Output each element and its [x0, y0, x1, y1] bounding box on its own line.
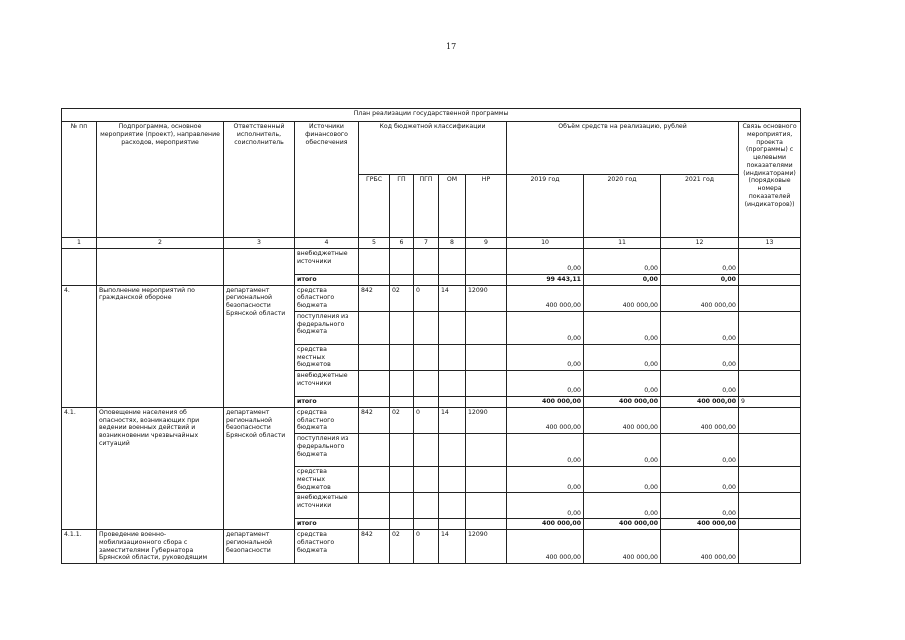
nr-cell [466, 519, 507, 530]
value-2021: 400 000,00 [661, 530, 739, 564]
value-2021: 0,00 [661, 467, 739, 493]
value-2020: 400 000,00 [584, 285, 661, 311]
value-2021: 0,00 [661, 371, 739, 397]
value-2020: 400 000,00 [584, 519, 661, 530]
value-2020: 0,00 [584, 248, 661, 274]
item-executor: департамент региональной безопасности [224, 530, 295, 564]
om-cell [439, 467, 466, 493]
source-cell: средства областного бюджета [295, 407, 359, 433]
gp-cell [390, 248, 414, 274]
value-2019: 400 000,00 [507, 530, 584, 564]
link-cell [739, 434, 801, 467]
item-number: 4.1.1. [62, 530, 97, 564]
grbs-cell [359, 434, 390, 467]
value-2021: 400 000,00 [661, 407, 739, 433]
nr-cell: 12090 [466, 407, 507, 433]
column-number: 1 [62, 238, 97, 249]
link-cell [739, 530, 801, 564]
nr-cell [466, 274, 507, 285]
om-cell [439, 248, 466, 274]
link-cell [739, 248, 801, 274]
pgp-cell: 0 [414, 407, 439, 433]
source-cell: средства местных бюджетов [295, 467, 359, 493]
link-cell [739, 344, 801, 370]
value-2021: 400 000,00 [661, 285, 739, 311]
column-number: 5 [359, 238, 390, 249]
link-cell [739, 407, 801, 433]
nr-cell: 12090 [466, 285, 507, 311]
pgp-cell [414, 434, 439, 467]
value-2019: 0,00 [507, 467, 584, 493]
column-number-row [62, 238, 801, 249]
header-grbs: ГРБС [359, 175, 390, 238]
value-2020: 0,00 [584, 371, 661, 397]
source-cell: поступления из федерального бюджета [295, 311, 359, 344]
value-2021: 0,00 [661, 344, 739, 370]
om-cell [439, 274, 466, 285]
grbs-cell [359, 397, 390, 408]
nr-cell [466, 493, 507, 519]
gp-cell [390, 467, 414, 493]
item-executor: департамент региональной безопасности Брянской области [224, 407, 295, 529]
om-cell: 14 [439, 407, 466, 433]
header-2020: 2020 год [584, 175, 661, 238]
gp-cell [390, 493, 414, 519]
source-cell: средства местных бюджетов [295, 344, 359, 370]
header-2019: 2019 год [507, 175, 584, 238]
item-name: Проведение военно-мобилизационного сбора с заместителями Губернатора Брянской области, руководящим [97, 530, 224, 564]
link-cell [739, 493, 801, 519]
gp-cell [390, 397, 414, 408]
om-cell [439, 493, 466, 519]
gp-cell [390, 371, 414, 397]
table-row [62, 248, 801, 274]
pgp-cell [414, 493, 439, 519]
om-cell [439, 519, 466, 530]
source-cell: итого [295, 397, 359, 408]
grbs-cell [359, 311, 390, 344]
item-name: Оповещение населения об опасностях, возникающих при ведении военных действий и возникновении чрезвычайных ситуаций [97, 407, 224, 529]
value-2019: 400 000,00 [507, 407, 584, 433]
pgp-cell [414, 519, 439, 530]
table-row [62, 285, 801, 311]
table-caption: План реализации государственной программы [62, 109, 801, 122]
pgp-cell [414, 248, 439, 274]
grbs-cell [359, 519, 390, 530]
source-cell: средства областного бюджета [295, 530, 359, 564]
value-2020: 0,00 [584, 311, 661, 344]
om-cell: 14 [439, 530, 466, 564]
source-cell: внебюджетные источники [295, 371, 359, 397]
program-plan-table [61, 108, 801, 564]
value-2021: 0,00 [661, 248, 739, 274]
column-number: 7 [414, 238, 439, 249]
value-2019: 0,00 [507, 493, 584, 519]
header-gp: ГП [390, 175, 414, 238]
grbs-cell: 842 [359, 285, 390, 311]
value-2021: 0,00 [661, 311, 739, 344]
om-cell [439, 311, 466, 344]
value-2020: 400 000,00 [584, 397, 661, 408]
nr-cell [466, 397, 507, 408]
table-row [62, 407, 801, 433]
header-nr: НР [466, 175, 507, 238]
value-2021: 0,00 [661, 434, 739, 467]
pgp-cell: 0 [414, 530, 439, 564]
value-2020: 0,00 [584, 467, 661, 493]
value-2020: 0,00 [584, 344, 661, 370]
gp-cell [390, 311, 414, 344]
column-number: 11 [584, 238, 661, 249]
link-cell [739, 371, 801, 397]
header-2021: 2021 год [661, 175, 739, 238]
pgp-cell [414, 311, 439, 344]
value-2019: 400 000,00 [507, 397, 584, 408]
gp-cell: 02 [390, 285, 414, 311]
header-om: ОМ [439, 175, 466, 238]
value-2019: 400 000,00 [507, 519, 584, 530]
value-2021: 0,00 [661, 274, 739, 285]
value-2020: 0,00 [584, 274, 661, 285]
gp-cell [390, 519, 414, 530]
grbs-cell [359, 371, 390, 397]
value-2019: 0,00 [507, 248, 584, 274]
nr-cell [466, 371, 507, 397]
header-name: Подпрограмма, основное мероприятие (проект), направление расходов, мероприятие [97, 122, 224, 238]
gp-cell [390, 344, 414, 370]
nr-cell [466, 434, 507, 467]
value-2021: 400 000,00 [661, 519, 739, 530]
column-number: 6 [390, 238, 414, 249]
nr-cell [466, 248, 507, 274]
nr-cell [466, 311, 507, 344]
header-pgp: ПГП [414, 175, 439, 238]
value-2019: 0,00 [507, 344, 584, 370]
gp-cell [390, 274, 414, 285]
name-cell [97, 248, 224, 285]
link-cell [739, 274, 801, 285]
om-cell: 14 [439, 285, 466, 311]
grbs-cell [359, 344, 390, 370]
grbs-cell [359, 493, 390, 519]
value-2020: 0,00 [584, 493, 661, 519]
column-number: 9 [466, 238, 507, 249]
source-cell: поступления из федерального бюджета [295, 434, 359, 467]
pgp-cell [414, 397, 439, 408]
column-number: 10 [507, 238, 584, 249]
om-cell [439, 434, 466, 467]
grbs-cell [359, 467, 390, 493]
pgp-cell: 0 [414, 285, 439, 311]
value-2019: 99 443,11 [507, 274, 584, 285]
om-cell [439, 371, 466, 397]
link-cell [739, 467, 801, 493]
header-source: Источники финансового обеспечения [295, 122, 359, 238]
source-cell: внебюджетные источники [295, 493, 359, 519]
pgp-cell [414, 371, 439, 397]
executor-cell [224, 248, 295, 285]
gp-cell: 02 [390, 530, 414, 564]
column-number: 8 [439, 238, 466, 249]
item-number: 4.1. [62, 407, 97, 529]
link-cell: 9 [739, 397, 801, 408]
item-executor: департамент региональной безопасности Брянской области [224, 285, 295, 407]
link-cell [739, 519, 801, 530]
om-cell [439, 344, 466, 370]
page-number: 17 [446, 42, 457, 51]
column-number: 2 [97, 238, 224, 249]
value-2020: 400 000,00 [584, 407, 661, 433]
source-cell: средства областного бюджета [295, 285, 359, 311]
grbs-cell [359, 248, 390, 274]
column-number: 12 [661, 238, 739, 249]
link-cell [739, 311, 801, 344]
source-cell: внебюджетные источники [295, 248, 359, 274]
nr-cell [466, 344, 507, 370]
value-2019: 0,00 [507, 311, 584, 344]
nr-cell: 12090 [466, 530, 507, 564]
header-volume: Объём средств на реализацию, рублей [507, 122, 739, 175]
om-cell [439, 397, 466, 408]
value-2021: 0,00 [661, 493, 739, 519]
column-number: 4 [295, 238, 359, 249]
source-cell: итого [295, 274, 359, 285]
value-2019: 400 000,00 [507, 285, 584, 311]
grbs-cell [359, 274, 390, 285]
item-name: Выполнение мероприятий по гражданской обороне [97, 285, 224, 407]
value-2021: 400 000,00 [661, 397, 739, 408]
pgp-cell [414, 344, 439, 370]
value-2019: 0,00 [507, 371, 584, 397]
source-cell: итого [295, 519, 359, 530]
header-budget-code: Код бюджетной классификации [359, 122, 507, 175]
header-executor: Ответственный исполнитель, соисполнитель [224, 122, 295, 238]
num-cell [62, 248, 97, 285]
table-row [62, 530, 801, 564]
column-number: 13 [739, 238, 801, 249]
gp-cell [390, 434, 414, 467]
header-num: № пп [62, 122, 97, 238]
column-number: 3 [224, 238, 295, 249]
value-2020: 0,00 [584, 434, 661, 467]
item-number: 4. [62, 285, 97, 407]
value-2019: 0,00 [507, 434, 584, 467]
gp-cell: 02 [390, 407, 414, 433]
grbs-cell: 842 [359, 530, 390, 564]
link-cell [739, 285, 801, 311]
grbs-cell: 842 [359, 407, 390, 433]
pgp-cell [414, 274, 439, 285]
pgp-cell [414, 467, 439, 493]
header-link: Связь основного мероприятия, проекта (программы) с целевыми показателями (индикаторами) (порядковые номера показателей (индикаторов)) [739, 122, 801, 238]
nr-cell [466, 467, 507, 493]
value-2020: 400 000,00 [584, 530, 661, 564]
